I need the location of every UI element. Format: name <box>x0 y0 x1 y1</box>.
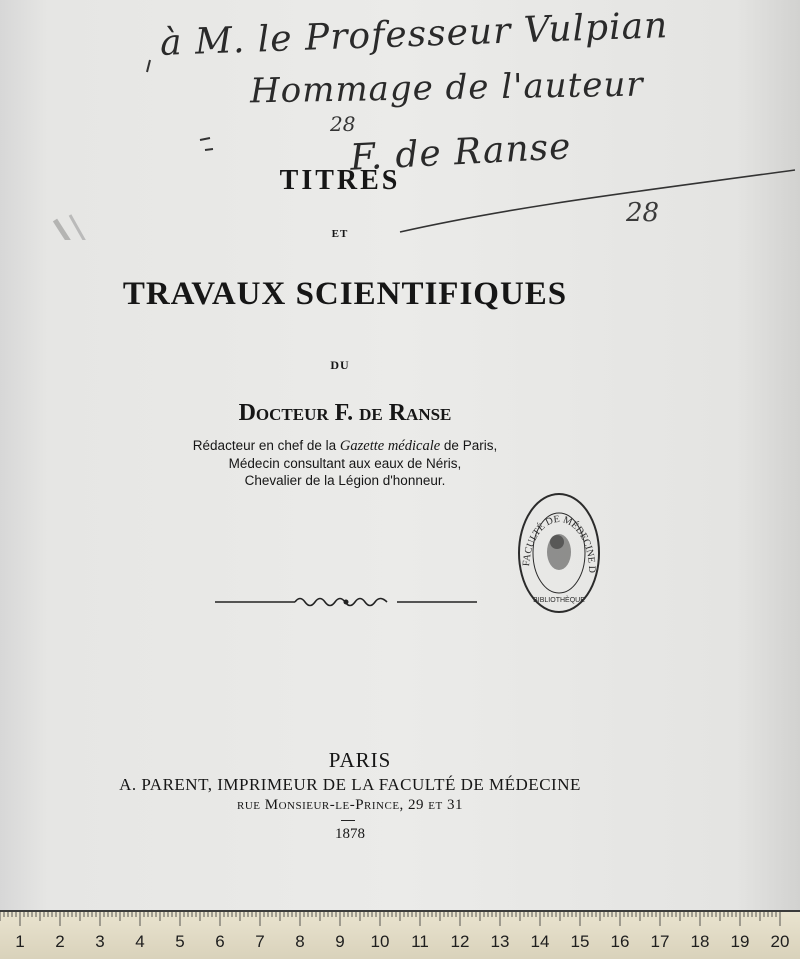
ruler-number: 18 <box>690 932 710 951</box>
ruler-number: 7 <box>255 932 265 951</box>
ruler-number: 10 <box>370 932 390 951</box>
ruler-number: 19 <box>730 932 750 951</box>
handwritten-dedication <box>0 0 800 240</box>
journal-name: Gazette médicale <box>339 438 441 454</box>
ruler-number: 6 <box>215 932 225 951</box>
imprint-address: rue Monsieur-le-Prince, 29 et 31 <box>237 797 463 813</box>
role-line-2: Médecin consultant aux eaux de Néris, <box>228 456 462 471</box>
ruler-number: 15 <box>570 932 590 951</box>
ruler-number: 4 <box>135 932 145 951</box>
ruler-number: 2 <box>55 932 65 951</box>
title-et: ET <box>331 228 349 240</box>
ruler-number: 20 <box>770 932 790 951</box>
dedication-signature: F. de Ranse <box>349 126 573 179</box>
ruler-number: 8 <box>295 932 305 951</box>
stamp-bottom-text: BIBLIOTHÈQUE <box>533 597 585 604</box>
imprint-city: PARIS <box>328 748 392 772</box>
ruler-number: 17 <box>650 932 670 951</box>
ruler-number: 9 <box>335 932 345 951</box>
stamp-top-text: FACULTÉ DE MÉDECINE D <box>521 513 598 573</box>
imprint-year: 1878 <box>335 826 365 842</box>
author-roles <box>0 437 690 489</box>
imprint-dash <box>341 820 355 821</box>
pencil-number-small: 28 <box>330 112 356 136</box>
imprint-printer: A. PARENT, IMPRIMEUR DE LA FACULTÉ DE MÉDECINE <box>119 775 581 794</box>
signature-flourish <box>0 0 800 240</box>
stamp-seal-icon <box>517 492 601 614</box>
library-stamp <box>517 492 601 614</box>
title-titres: TITRES <box>279 165 401 196</box>
ornament-divider <box>215 592 477 612</box>
ruler-number: 14 <box>530 932 550 951</box>
dedication-line-2: Hommage de l'auteur <box>249 64 644 112</box>
role-line-3: Chevalier de la Légion d'honneur. <box>244 473 446 488</box>
ruler-number: 5 <box>175 932 185 951</box>
role-line-1: Rédacteur en chef de la Gazette médicale de Paris, <box>192 438 498 454</box>
pencil-number-large: 28 <box>626 198 660 228</box>
title-du: DU <box>330 358 350 372</box>
ruler-number: 1 <box>15 932 25 951</box>
ruler-number: 12 <box>450 932 470 951</box>
ruler-number: 3 <box>95 932 105 951</box>
ruler-number: 13 <box>490 932 510 951</box>
measurement-ruler <box>0 910 800 959</box>
ruler-number: 16 <box>610 932 630 951</box>
ruler-number: 11 <box>411 932 429 951</box>
ruler-ticks <box>0 912 800 959</box>
title-main: TRAVAUX SCIENTIFIQUES <box>122 276 568 312</box>
author-name: Docteur F. de Ranse <box>238 400 452 426</box>
dedication-line-1: à M. le Professeur Vulpian <box>159 5 669 64</box>
